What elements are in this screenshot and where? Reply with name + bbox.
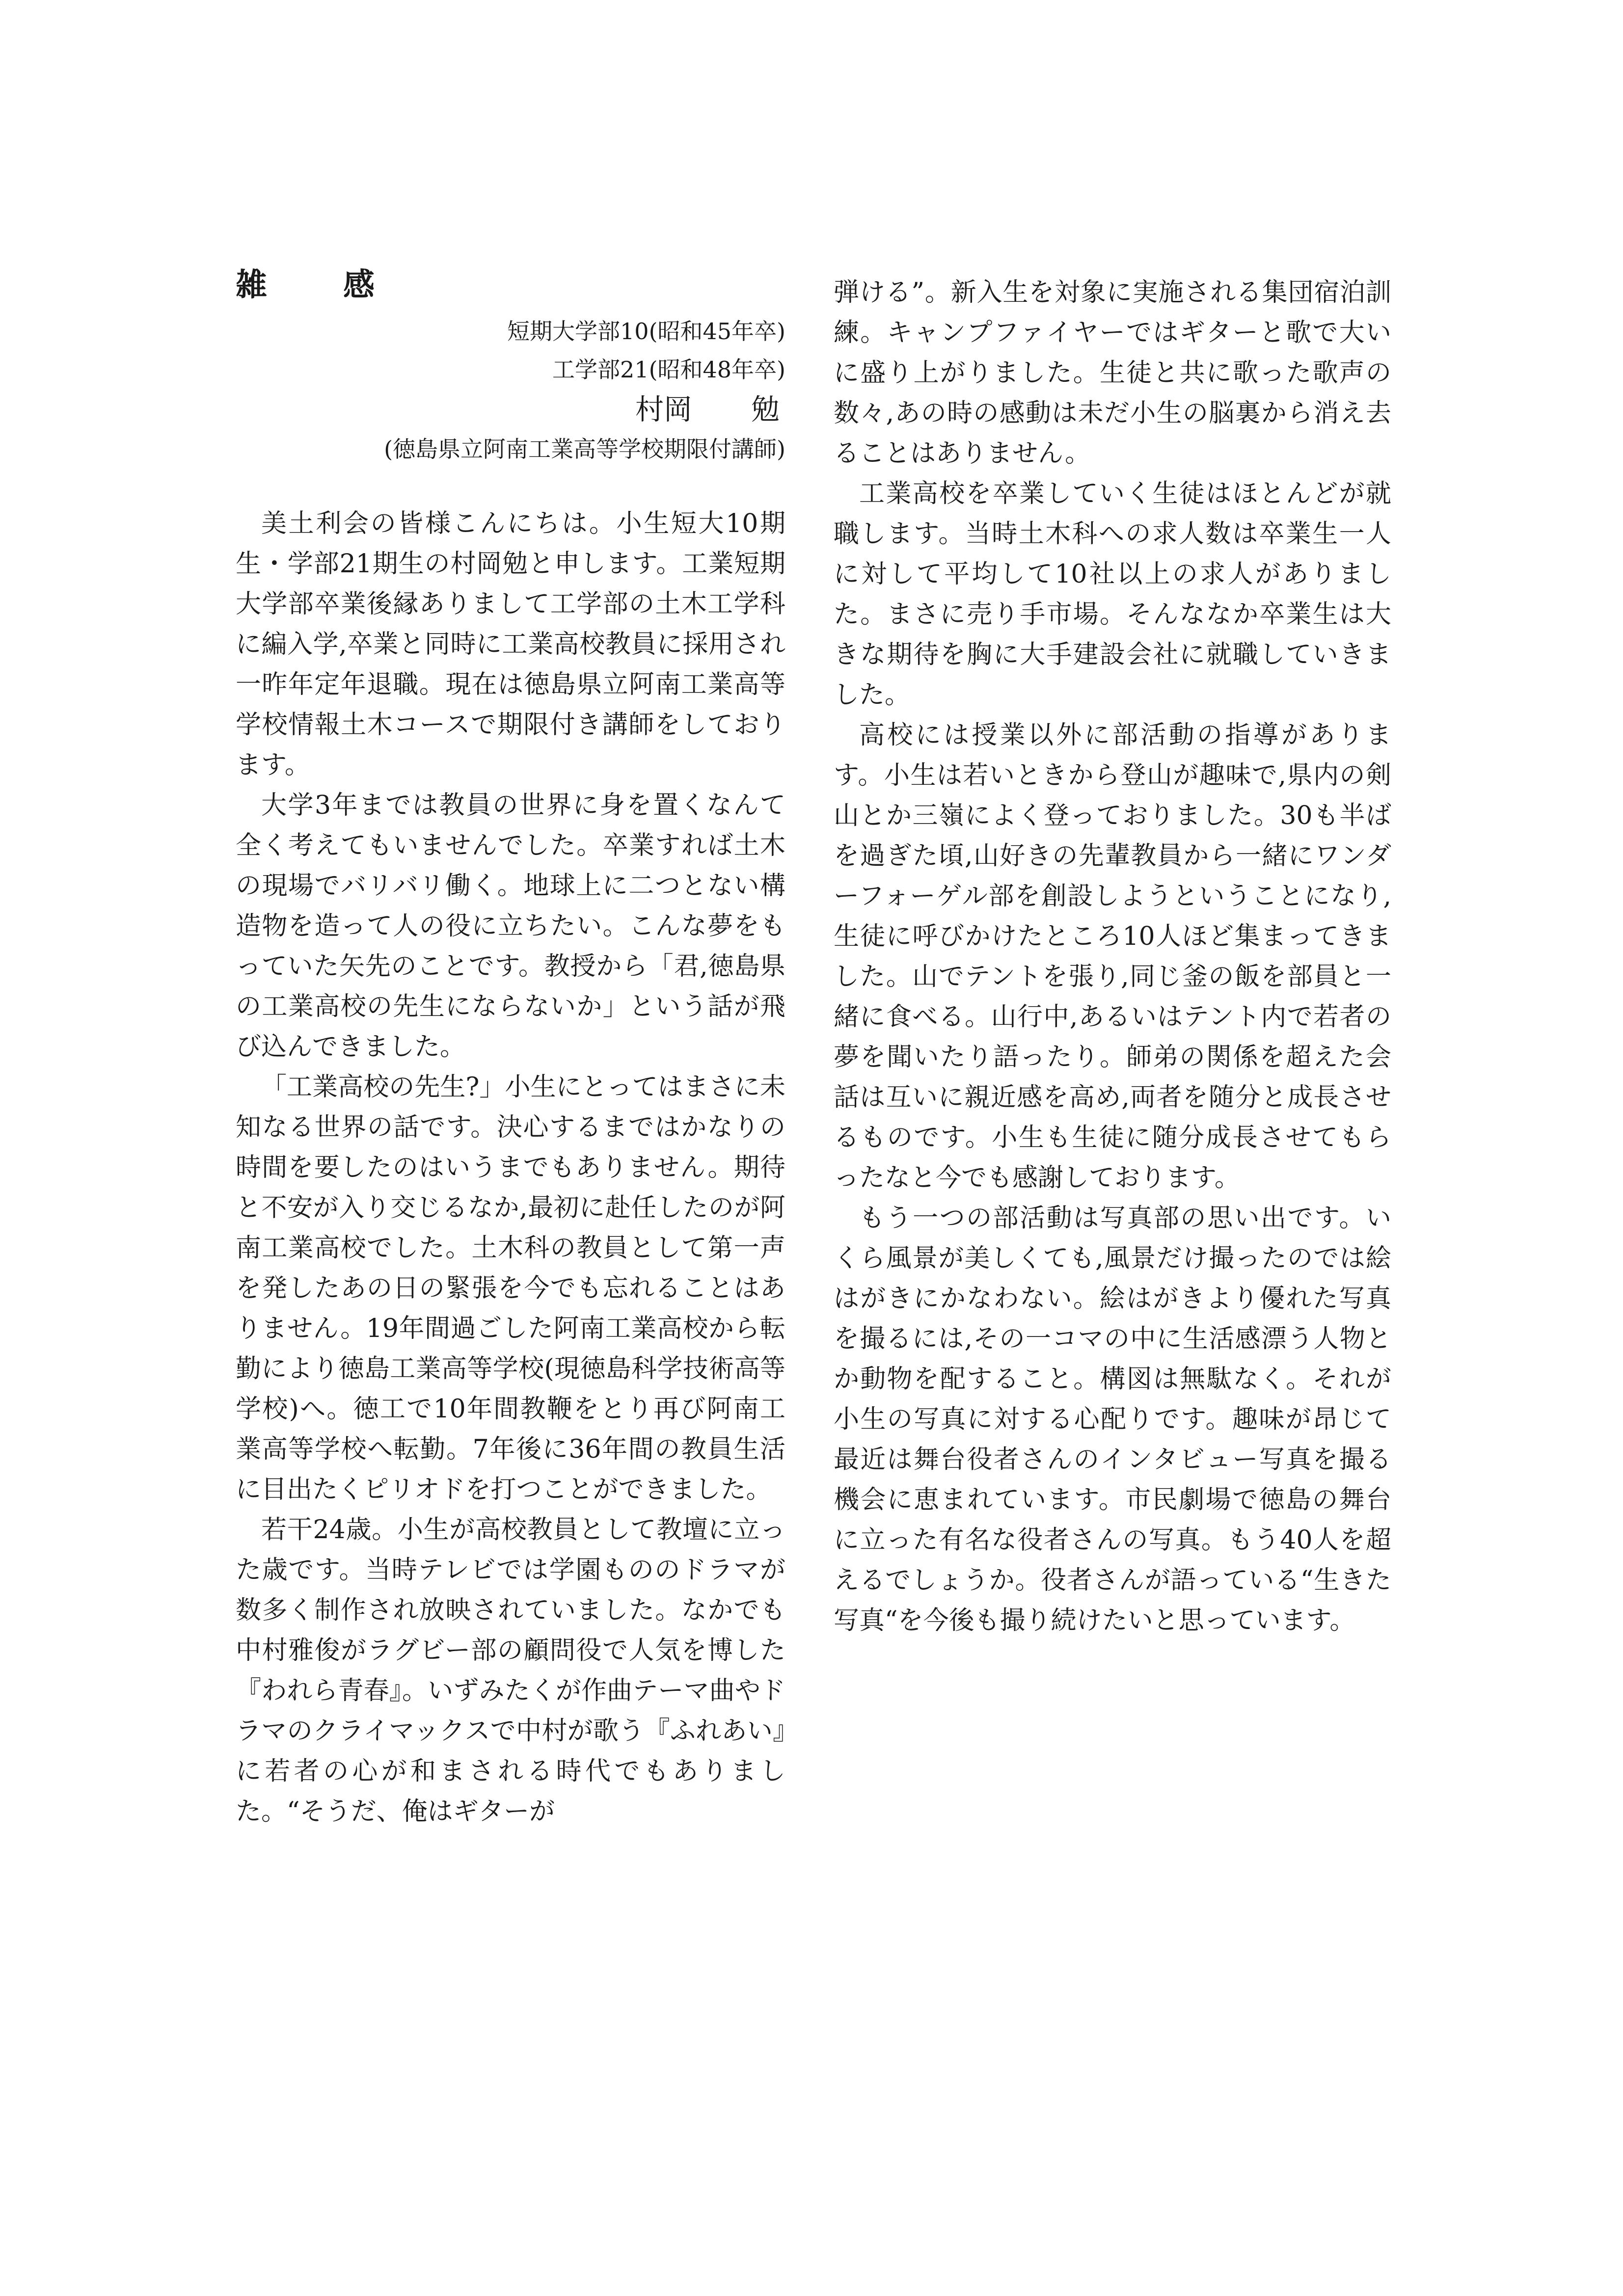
paragraph: もう一つの部活動は写真部の思い出です。いくら風景が美しくても,風景だけ撮ったのでは絵はがきにかなわない。絵はがきより優れた写真を撮るには,その一コマの中に生活感漂う人物とか動物を配すること。構図は無駄なく。それが小生の写真に対する心配りです。趣味が昂じて最近は舞台役者さんのインタビュー写真を撮る機会に恵まれています。市民劇場で徳島の舞台に立った有名な役者さんの写真。もう40人を超えるでしょうか。役者さんが語っている“生きた写真“を今後も撮り続けたいと思っています。 — [834, 1203, 1391, 1635]
paragraph: 若干24歳。小生が高校教員として教壇に立った歳です。当時テレビでは学園もののドラマが数多く制作され放映されていました。なかでも中村雅俊がラグビー部の顧問役で人気を博した『われら青春』。いずみたくが作曲テーマ曲やドラマのクライマックスで中村が歌う『ふれあい』に若者の心が和まされる時代でもありました。“そうだ、俺はギターが — [236, 1515, 785, 1826]
author-name — [236, 389, 785, 430]
paragraph: 「工業高校の先生?」小生にとってはまさに未知なる世界の話です。決心するまではかなりの時間を要したのはいうまでもありません。期待と不安が入り交じるなか,最初に赴任したのが阿南工業高校でした。土木科の教員として第一声を発したあの日の緊張を今でも忘れることはありません。19年間過ごした阿南工業高校から転勤により徳島工業高等学校(現徳島科学技術高等学校)へ。徳工で10年間教鞭をとり再び阿南工業高等学校へ転勤。7年後に36年間の教員生活に目出たくピリオドを打つことができました。 — [236, 1072, 785, 1504]
affiliation-junior-college: 短期大学部10(昭和45年卒) — [507, 318, 785, 345]
paragraph: 美土利会の皆様こんにちは。小生短大10期生・学部21期生の村岡勉と申します。工業短期大学部卒業後縁ありまして工学部の土木工学科に編入学,卒業と同時に工業高校教員に採用され一昨年定年退職。現在は徳島県立阿南工業高等学校情報土木コースで期限付き講師をしております。 — [236, 509, 785, 780]
paragraph: 高校には授業以外に部活動の指導があります。小生は若いときから登山が趣味で,県内の剣山とか三嶺によく登っておりました。30も半ばを過ぎた頃,山好きの先輩教員から一緒にワンダーフォーゲル部を創設しようということになり,生徒に呼びかけたところ10人ほど集まってきました。山でテントを張り,同じ釜の飯を部員と一緒に食べる。山行中,あるいはテント内で若者の夢を聞いたり語ったり。師弟の関係を超えた会話は互いに親近感を高め,両者を随分と成長させるものです。小生も生徒に随分成長させてもらったなと今でも感謝しております。 — [834, 721, 1391, 1193]
body-right — [834, 272, 1391, 1641]
title-char-1: 雑 — [236, 267, 267, 303]
paragraph-continued: 弾ける”。新入生を対象に実施される集団宿泊訓練。キャンプファイヤーではギターと歌で大いに盛り上がりました。生徒と共に歌った歌声の数々,あの時の感動は未だ小生の脳裏から消え去ることはありません。 — [834, 278, 1391, 468]
body-left — [236, 504, 785, 1832]
left-column — [236, 265, 785, 1832]
author-given-name: 勉 — [751, 393, 780, 426]
article-title — [236, 265, 785, 309]
affiliation-engineering: 工学部21(昭和48年卒) — [552, 356, 785, 383]
right-column — [834, 272, 1391, 1641]
title-char-2: 感 — [343, 267, 375, 303]
author-position: (徳島県立阿南工業高等学校期限付講師) — [384, 436, 785, 462]
paragraph: 工業高校を卒業していく生徒はほとんどが就職します。当時土木科への求人数は卒業生一人に対して平均して10社以上の求人がありました。まさに売り手市場。そんななか卒業生は大きな期待を胸に大手建設会社に就職していきました。 — [834, 479, 1391, 710]
author-family-name: 村岡 — [635, 393, 692, 426]
paragraph: 大学3年までは教員の世界に身を置くなんて全く考えてもいませんでした。卒業すれば土木の現場でバリバリ働く。地球上に二つとない構造物を造って人の役に立ちたい。こんな夢をもっていた矢先のことです。教授から「君,徳島県の工業高校の先生にならないか」という話が飛び込んできました。 — [236, 791, 785, 1062]
